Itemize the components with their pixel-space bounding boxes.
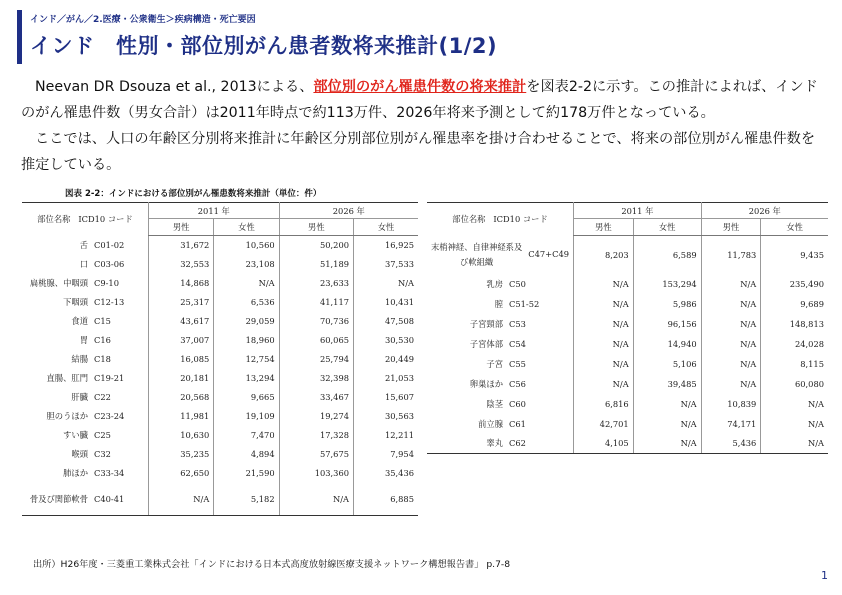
table-row [427, 434, 828, 454]
value-cell: N/A [149, 483, 214, 516]
site-cell [427, 394, 574, 414]
site-cell [22, 407, 149, 426]
value-cell: N/A [633, 434, 701, 454]
site-cell [22, 445, 149, 464]
value-cell: 57,675 [279, 445, 353, 464]
page-title: インド 性別・部位別がん患者数将来推計(1/2) [30, 34, 498, 58]
value-cell: N/A [354, 274, 418, 293]
value-cell: N/A [574, 274, 634, 294]
value-cell: 153,294 [633, 274, 701, 294]
value-cell: 24,028 [761, 334, 828, 354]
header-male: 男性 [279, 219, 353, 236]
site-name: 膣 [494, 298, 503, 309]
value-cell: N/A [701, 294, 761, 314]
site-cell [22, 293, 149, 312]
value-cell: N/A [214, 274, 279, 293]
value-cell: 10,431 [354, 293, 418, 312]
site-name: 直腸、肛門 [46, 373, 88, 383]
value-cell: 31,672 [149, 236, 214, 255]
value-cell: 5,986 [633, 294, 701, 314]
header-female: 女性 [633, 219, 701, 236]
value-cell: N/A [701, 314, 761, 334]
value-cell: 13,294 [214, 369, 279, 388]
value-cell: 10,839 [701, 394, 761, 414]
table-row [427, 314, 828, 334]
site-name: 前立腺 [478, 418, 503, 429]
table-row [427, 274, 828, 294]
value-cell: 30,530 [354, 331, 418, 350]
value-cell: 19,109 [214, 407, 279, 426]
value-cell: 60,080 [761, 374, 828, 394]
header-site-label: 部位名称 [37, 214, 71, 225]
site-name: 子宮頸部 [469, 318, 503, 329]
value-cell: N/A [633, 394, 701, 414]
value-cell: N/A [761, 394, 828, 414]
value-cell: 74,171 [701, 414, 761, 434]
value-cell: 62,650 [149, 464, 214, 483]
header-male: 男性 [574, 219, 634, 236]
value-cell: 18,960 [214, 331, 279, 350]
icd10-code: C15 [94, 316, 111, 326]
icd10-code: C25 [94, 430, 111, 440]
table-row [22, 445, 418, 464]
header-female: 女性 [354, 219, 418, 236]
site-name: 喉頭 [71, 449, 88, 459]
icd10-code: C55 [509, 358, 526, 369]
cancer-table-left [22, 202, 418, 516]
value-cell: 60,065 [279, 331, 353, 350]
value-cell: N/A [574, 294, 634, 314]
value-cell: 16,085 [149, 350, 214, 369]
table-row [22, 426, 418, 445]
value-cell: 16,925 [354, 236, 418, 255]
header-site [22, 203, 149, 236]
icd10-code: C53 [509, 318, 526, 329]
table-row [427, 354, 828, 374]
value-cell: 41,117 [279, 293, 353, 312]
value-cell: 39,485 [633, 374, 701, 394]
value-cell: 8,115 [761, 354, 828, 374]
value-cell: 32,398 [279, 369, 353, 388]
site-name: 舌 [79, 240, 88, 250]
header-year-2011: 2011 年 [574, 203, 702, 219]
site-cell [22, 331, 149, 350]
value-cell: 33,467 [279, 388, 353, 407]
value-cell: N/A [761, 434, 828, 454]
table-row [22, 331, 418, 350]
icd10-code: C33-34 [94, 468, 125, 478]
page-number: 1 [821, 569, 828, 582]
site-cell [22, 483, 149, 516]
value-cell: 51,189 [279, 255, 353, 274]
table-row [427, 374, 828, 394]
value-cell: 30,563 [354, 407, 418, 426]
icd10-code: C22 [94, 392, 111, 402]
site-name: 肝臓 [71, 392, 88, 402]
site-name: 睾丸 [486, 438, 503, 449]
site-cell [427, 414, 574, 434]
value-cell: N/A [633, 414, 701, 434]
value-cell: 12,754 [214, 350, 279, 369]
header-year-2011: 2011 年 [149, 203, 280, 219]
header-year-2026: 2026 年 [279, 203, 418, 219]
value-cell: N/A [279, 483, 353, 516]
value-cell: 11,783 [701, 236, 761, 274]
value-cell: 5,106 [633, 354, 701, 374]
site-name: 卵巣ほか [469, 378, 503, 389]
header-code-label: ICD10 コード [78, 214, 133, 225]
paragraph-1-lead: Neevan DR Dsouza et al., 2013による、 [35, 79, 314, 95]
source-citation: 出所）H26年度・三菱重工業株式会社「インドにおける日本式高度放射線医療支援ネットワーク構想報告書」 p.7-8 [33, 559, 511, 570]
value-cell: 12,211 [354, 426, 418, 445]
site-cell [427, 354, 574, 374]
value-cell: 23,108 [214, 255, 279, 274]
value-cell: 96,156 [633, 314, 701, 334]
site-name: 胃 [79, 335, 88, 345]
value-cell: 19,274 [279, 407, 353, 426]
value-cell: 21,053 [354, 369, 418, 388]
title-accent-bar [17, 10, 22, 64]
value-cell: 103,360 [279, 464, 353, 483]
value-cell: 37,007 [149, 331, 214, 350]
icd10-code: C03-06 [94, 259, 125, 269]
value-cell: 47,508 [354, 312, 418, 331]
value-cell: N/A [574, 374, 634, 394]
table-row [427, 334, 828, 354]
icd10-code: C50 [509, 278, 526, 289]
value-cell: 7,954 [354, 445, 418, 464]
value-cell: 4,105 [574, 434, 634, 454]
value-cell: 11,981 [149, 407, 214, 426]
value-cell: 6,589 [633, 236, 701, 274]
value-cell: 50,200 [279, 236, 353, 255]
table-row [22, 236, 418, 255]
cancer-table-right [427, 202, 828, 454]
paragraph-1 [21, 74, 826, 126]
table-caption: 図表 2-2：インドにおける部位別がん罹患数将来推計（単位：件） [65, 189, 322, 199]
value-cell: 20,568 [149, 388, 214, 407]
site-name: 結腸 [71, 354, 88, 364]
value-cell: 14,940 [633, 334, 701, 354]
value-cell: 29,059 [214, 312, 279, 331]
value-cell: 43,617 [149, 312, 214, 331]
site-cell [22, 388, 149, 407]
header-site [427, 203, 574, 236]
highlighted-phrase: 部位別のがん罹患件数の将来推計 [313, 79, 527, 95]
value-cell: 35,436 [354, 464, 418, 483]
icd10-code: C62 [509, 438, 526, 449]
table-row [427, 294, 828, 314]
icd10-code: C9-10 [94, 278, 119, 288]
header-female: 女性 [214, 219, 279, 236]
site-name: 口 [79, 259, 88, 269]
value-cell: 10,630 [149, 426, 214, 445]
site-cell [427, 274, 574, 294]
value-cell: 42,701 [574, 414, 634, 434]
value-cell: 4,894 [214, 445, 279, 464]
header-female: 女性 [761, 219, 828, 236]
table-row [22, 464, 418, 483]
site-cell [427, 374, 574, 394]
site-cell [22, 255, 149, 274]
header-year-2026: 2026 年 [701, 203, 828, 219]
icd10-code: C40-41 [94, 493, 125, 504]
site-name: 陰茎 [486, 398, 503, 409]
icd10-code: C16 [94, 335, 111, 345]
value-cell: 21,590 [214, 464, 279, 483]
site-cell [427, 314, 574, 334]
value-cell: N/A [701, 334, 761, 354]
site-cell [22, 236, 149, 255]
value-cell: 5,182 [214, 483, 279, 516]
value-cell: 37,533 [354, 255, 418, 274]
site-cell [22, 464, 149, 483]
value-cell: N/A [574, 354, 634, 374]
icd10-code: C01-02 [94, 240, 125, 250]
site-name: 食道 [71, 316, 88, 326]
icd10-code: C54 [509, 338, 526, 349]
value-cell: 25,317 [149, 293, 214, 312]
site-cell [22, 369, 149, 388]
value-cell: N/A [574, 314, 634, 334]
site-cell [22, 312, 149, 331]
site-name: 乳房 [486, 278, 503, 289]
value-cell: 32,553 [149, 255, 214, 274]
value-cell: N/A [574, 334, 634, 354]
site-name: 子宮 [486, 358, 503, 369]
site-cell [22, 274, 149, 293]
value-cell: 17,328 [279, 426, 353, 445]
value-cell: 70,736 [279, 312, 353, 331]
site-cell [427, 294, 574, 314]
icd10-code: C60 [509, 398, 526, 409]
value-cell: 20,449 [354, 350, 418, 369]
table-row [22, 293, 418, 312]
site-cell [22, 426, 149, 445]
site-name: すい臓 [63, 430, 88, 440]
value-cell: 14,868 [149, 274, 214, 293]
site-cell [427, 334, 574, 354]
site-cell [427, 434, 574, 454]
value-cell: N/A [701, 274, 761, 294]
icd10-code: C61 [509, 418, 526, 429]
site-name: 扁桃腺、中咽頭 [29, 278, 88, 288]
site-name: 骨及び関節軟骨 [29, 493, 88, 504]
table-row [427, 414, 828, 434]
value-cell: N/A [761, 414, 828, 434]
table-row [22, 274, 418, 293]
body-text [21, 74, 826, 178]
header-site-label: 部位名称 [452, 214, 486, 225]
value-cell: 25,794 [279, 350, 353, 369]
value-cell: 9,665 [214, 388, 279, 407]
value-cell: 7,470 [214, 426, 279, 445]
site-name: び軟組織 [460, 256, 494, 267]
value-cell: 9,689 [761, 294, 828, 314]
table-row [22, 407, 418, 426]
value-cell: 235,490 [761, 274, 828, 294]
header-code-label: ICD10 コード [493, 214, 548, 225]
value-cell: N/A [701, 374, 761, 394]
site-cell [22, 350, 149, 369]
table-row [427, 394, 828, 414]
icd10-code: C51-52 [509, 298, 540, 309]
table-row [22, 255, 418, 274]
value-cell: 6,536 [214, 293, 279, 312]
icd10-code: C23-24 [94, 411, 125, 421]
icd10-code: C32 [94, 449, 111, 459]
site-name: 子宮体部 [469, 338, 503, 349]
breadcrumb: インド／がん／2.医療・公衆衛生＞疾病構造・死亡要因 [30, 15, 256, 25]
site-name: 胆のうほか [46, 411, 88, 421]
table-row [22, 350, 418, 369]
value-cell: 15,607 [354, 388, 418, 407]
table-row [427, 236, 828, 274]
table-row [22, 312, 418, 331]
paragraph-1-rest: を図表2-2に示す。この推計によれば、インドのがん罹患件数（男女合計）は2011年時点で約113万件、2026年将来予測として約178万件となっている。 [21, 79, 818, 121]
value-cell: N/A [701, 354, 761, 374]
site-name: 肺ほか [63, 468, 88, 478]
icd10-code: C19-21 [94, 373, 125, 383]
value-cell: 35,235 [149, 445, 214, 464]
paragraph-2: ここでは、人口の年齢区分別将来推計に年齢区分別部位別がん罹患率を掛け合わせることで、将来の部位別がん罹患件数を推定している。 [21, 131, 816, 173]
table-row [22, 369, 418, 388]
header-male: 男性 [149, 219, 214, 236]
table-row [22, 483, 418, 516]
table-row [22, 388, 418, 407]
value-cell: 8,203 [574, 236, 634, 274]
site-name: 末梢神経、自律神経系及 [431, 241, 523, 252]
value-cell: 6,885 [354, 483, 418, 516]
site-cell [427, 236, 574, 274]
value-cell: 5,436 [701, 434, 761, 454]
value-cell: 148,813 [761, 314, 828, 334]
value-cell: 20,181 [149, 369, 214, 388]
icd10-code: C47+C49 [528, 249, 570, 259]
value-cell: 6,816 [574, 394, 634, 414]
value-cell: 9,435 [761, 236, 828, 274]
icd10-code: C12-13 [94, 297, 125, 307]
value-cell: 10,560 [214, 236, 279, 255]
site-name: 下咽頭 [63, 297, 88, 307]
value-cell: 23,633 [279, 274, 353, 293]
icd10-code: C18 [94, 354, 111, 364]
icd10-code: C56 [509, 378, 526, 389]
header-male: 男性 [701, 219, 761, 236]
